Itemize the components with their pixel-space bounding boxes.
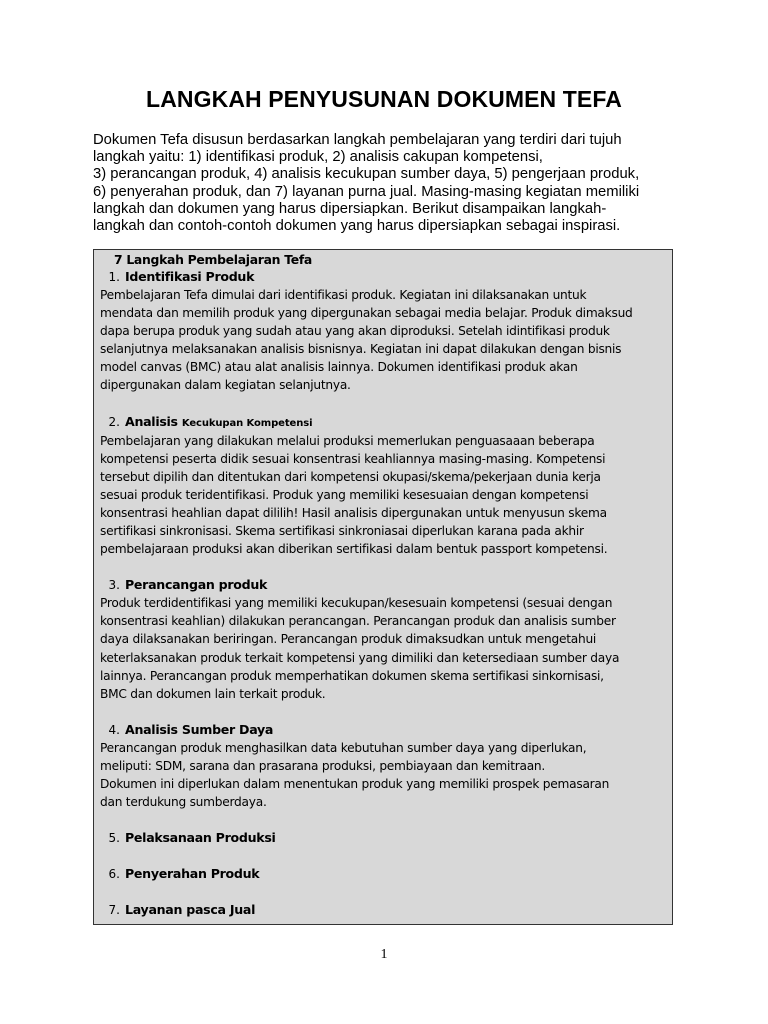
step-heading <box>100 829 666 847</box>
intro-line: langkah yaitu: 1) identifikasi produk, 2) analisis cakupan kompetensi, <box>93 149 543 166</box>
paragraph-line: model canvas (BMC) atau alat analisis lainnya. Dokumen identifikasi produk akan <box>100 360 578 375</box>
paragraph-line: selanjutnya melaksanakan analisis bisnisnya. Kegiatan ini dapat dilakukan dengan bisnis <box>100 342 622 357</box>
step-heading <box>100 865 666 883</box>
step-number: 6. <box>108 867 120 882</box>
paragraph-line: sertifikasi sinkronisasi. Skema sertifikasi sinkroniasai diperlukan karana pada akhir <box>100 524 584 539</box>
paragraph-line: lainnya. Perancangan produk memperhatikan dokumen skema sertifikasi sinkornisasi, <box>100 668 604 683</box>
page-title: LANGKAH PENYUSUNAN DOKUMEN TEFA <box>146 86 622 112</box>
step-title-small: Kecukupan Kompetensi <box>181 417 313 429</box>
step-title: Perancangan produk <box>125 577 268 593</box>
step-heading <box>100 413 666 432</box>
intro-line: 3) perancangan produk, 4) analisis kecukupan sumber daya, 5) pengerjaan produk, <box>93 166 640 183</box>
step-heading <box>100 268 666 286</box>
step-title-main: Analisis <box>125 413 178 429</box>
paragraph-line: dapa berupa produk yang sudah atau yang akan diproduksi. Setelah idintifikasi produk <box>100 324 610 339</box>
spacer <box>100 883 666 901</box>
page-number: 1 <box>380 947 388 962</box>
paragraph-line: Dokumen ini diperlukan dalam menentukan produk yang memiliki prospek pemasaran <box>100 776 610 791</box>
paragraph-line: kompetensi peserta didik sesuai konsentrasi keahliannya masing-masing. Kompetensi <box>100 451 606 466</box>
paragraph-line: dipergunakan dalam kegiatan selanjutnya. <box>100 378 351 393</box>
step-heading <box>100 721 666 739</box>
paragraph-line: Pembelajaran Tefa dimulai dari identifikasi produk. Kegiatan ini dilaksanakan untuk <box>100 288 587 302</box>
step-description <box>100 739 666 811</box>
intro-line: 6) penyerahan produk, dan 7) layanan purna jual. Masing-masing kegiatan memiliki <box>93 183 640 200</box>
step-number: 4. <box>108 722 120 737</box>
spacer <box>100 847 666 865</box>
paragraph-line: keterlaksanakan produk terkait kompetensi yang dimiliki dan ketersediaan sumber daya <box>100 650 620 665</box>
step-title: Identifikasi Produk <box>125 269 255 284</box>
step-heading <box>100 901 666 919</box>
intro-line: Dokumen Tefa disusun berdasarkan langkah pembelajaran yang terdiri dari tujuh <box>93 132 622 148</box>
paragraph-line: daya dilaksanakan beriringan. Perancangan produk dimaksudkan untuk mengetahui <box>100 632 597 647</box>
paragraph-line: dan terdukung sumberdaya. <box>100 795 267 810</box>
spacer <box>100 558 666 576</box>
box-title: 7 Langkah Pembelajaran Tefa <box>114 252 312 267</box>
step-title <box>125 413 312 432</box>
paragraph-line: Perancangan produk menghasilkan data kebutuhan sumber daya yang diperlukan, <box>100 740 587 755</box>
paragraph-line: meliputi: SDM, sarana dan prasarana produksi, pembiayaan dan kemitraan. <box>100 758 546 773</box>
intro-paragraph <box>93 132 683 235</box>
paragraph-line: Produk terdidentifikasi yang memiliki kecukupan/kesesuain kompetensi (sesuai dengan <box>100 596 613 611</box>
step-number: 7. <box>108 903 120 918</box>
paragraph-line: konsentrasi heahlian dapat dililih! Hasil analisis dipergunakan untuk menyusun skema <box>100 505 607 520</box>
steps-box <box>93 249 673 925</box>
step-number: 5. <box>108 831 120 846</box>
step-title: Penyerahan Produk <box>125 866 260 882</box>
step-description <box>100 432 666 559</box>
step-title: Analisis Sumber Daya <box>125 721 274 737</box>
paragraph-line: Pembelajaran yang dilakukan melalui produksi memerlukan penguasaaan beberapa <box>100 433 595 448</box>
paragraph-line: sesuai produk teridentifikasi. Produk yang memiliki kesesuaian dengan kompetensi <box>100 487 589 502</box>
spacer <box>100 811 666 829</box>
spacer <box>100 703 666 721</box>
step-heading <box>100 576 666 594</box>
step-number: 1. <box>108 270 120 284</box>
step-title: Pelaksanaan Produksi <box>125 830 276 846</box>
step-number: 2. <box>108 414 120 429</box>
spacer <box>100 395 666 413</box>
step-number: 3. <box>108 578 120 593</box>
step-description <box>100 286 666 395</box>
step-description <box>100 594 666 703</box>
step-title: Layanan pasca Jual <box>125 902 256 918</box>
paragraph-line: konsentrasi keahlian) dilakukan perancangan. Perancangan produk dan analisis sumber <box>100 614 616 629</box>
paragraph-line: tersebut dipilih dan ditentukan dari kompetensi okupasi/skema/pekerjaan dunia kerja <box>100 469 601 484</box>
paragraph-line: pembelajaraan produksi akan diberikan sertifikasi dalam bentuk passport kompetensi. <box>100 542 608 557</box>
intro-line: langkah dan contoh-contoh dokumen yang harus dipersiapkan sebagai inspirasi. <box>93 218 621 235</box>
intro-line: langkah dan dokumen yang harus dipersiapkan. Berikut disampaikan langkah- <box>93 200 607 217</box>
paragraph-line: mendata dan memilih produk yang dipergunakan sebagai media belajar. Produk dimaksud <box>100 306 633 321</box>
paragraph-line: BMC dan dokumen lain terkait produk. <box>100 686 326 701</box>
